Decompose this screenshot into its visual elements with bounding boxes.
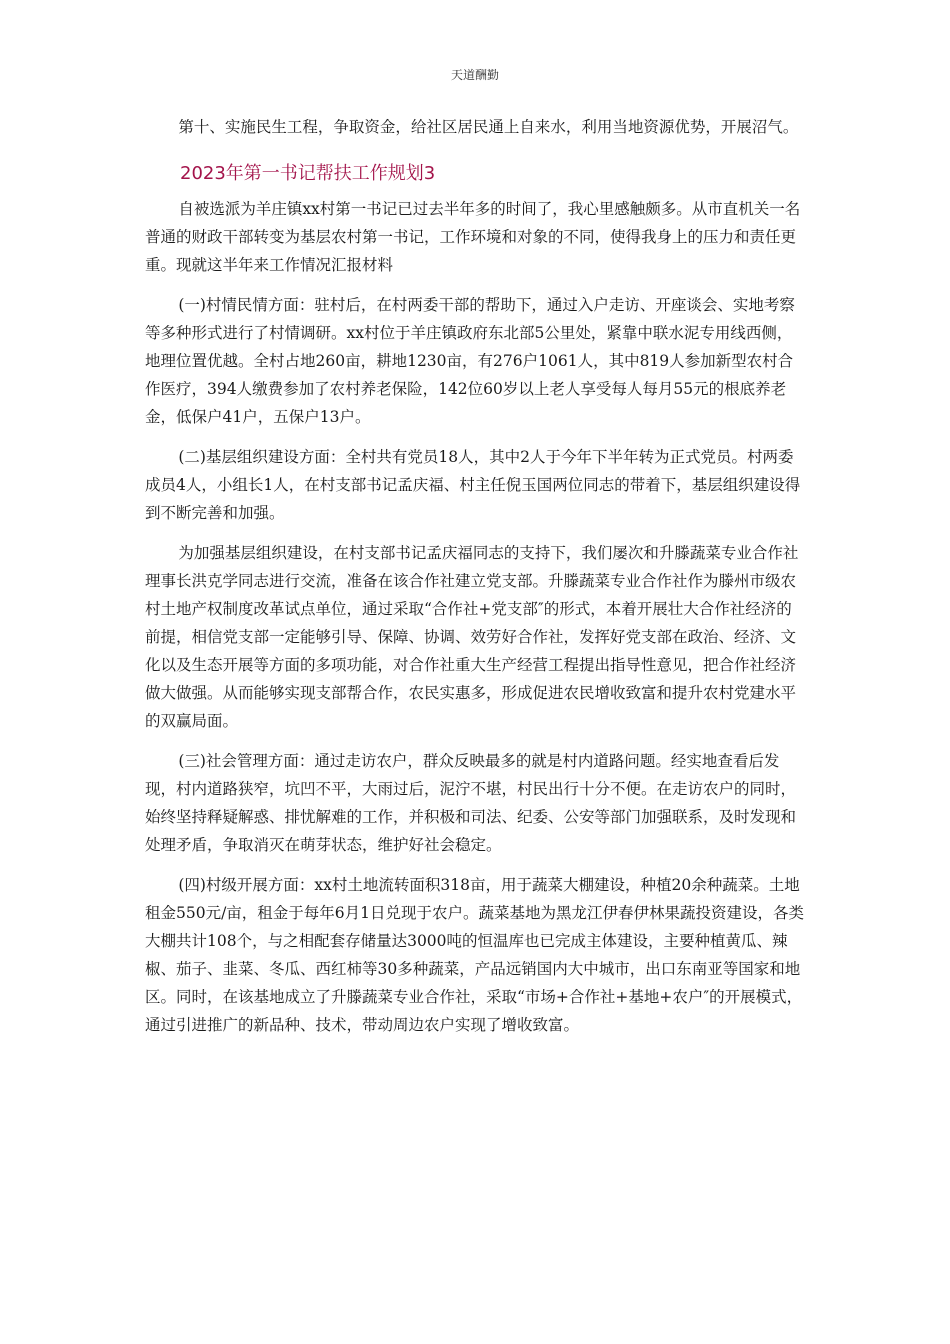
paragraph-organization: (二)基层组织建设方面：全村共有党员18人，其中2人于今年下半年转为正式党员。村两委成员4人，小组长1人，在村支部书记孟庆福、村主任倪玉国两位同志的带着下，基层组织建设得到不断完善和加强。 bbox=[145, 448, 801, 522]
document-body bbox=[145, 113, 807, 1039]
paragraph-item-ten: 第十、实施民生工程，争取资金，给社区居民通上自来水，利用当地资源优势，开展沼气。 bbox=[178, 118, 799, 136]
paragraph-intro: 自被选派为羊庄镇xx村第一书记已过去半年多的时间了，我心里感触颇多。从市直机关一名普通的财政干部转变为基层农村第一书记，工作环境和对象的不同，使得我身上的压力和责任更重。现就这半年来工作情况汇报材料 bbox=[145, 200, 801, 274]
paragraph-social-management: (三)社会管理方面：通过走访农户，群众反映最多的就是村内道路问题。经实地查看后发现，村内道路狭窄，坑凹不平，大雨过后，泥泞不堪，村民出行十分不便。在走访农户的同时，始终坚持释疑解惑、排忧解难的工作，并积极和司法、纪委、公安等部门加强联系，及时发现和处理矛盾，争取消灭在萌芽状态，维护好社会稳定。 bbox=[145, 752, 797, 854]
page-header: 天道酬勤 bbox=[450, 68, 499, 82]
paragraph-village-situation: (一)村情民情方面：驻村后，在村两委干部的帮助下，通过入户走访、开座谈会、实地考察等多种形式进行了村情调研。xx村位于羊庄镇政府东北部5公里处，紧靠中联水泥专用线西侧，地理位置优越。全村占地260亩，耕地1230亩，有276户1061人，其中819人参加新型农村合作医疗，394人缴费参加了农村养老保险，142位60岁以上老人享受每人每月55元的根底养老金，低保户41户，五保户13户。 bbox=[145, 296, 795, 426]
paragraph-village-development: (四)村级开展方面：xx村土地流转面积318亩，用于蔬菜大棚建设，种植20余种蔬菜。土地租金550元/亩，租金于每年6月1日兑现于农户。蔬菜基地为黑龙江伊春伊林果蔬投资建设，各类大棚共计108个，与之相配套存储量达3000吨的恒温库也已完成主体建设，主要种植黄瓜、辣椒、茄子、韭菜、冬瓜、西红柿等30多种蔬菜，产品远销国内大中城市，出口东南亚等国家和地区。同时，在该基地成立了升滕蔬菜专业合作社，采取“市场+合作社+基地+农户″的开展模式，通过引进推广的新品种、技术，带动周边农户实现了增收致富。 bbox=[145, 876, 805, 1034]
paragraph-party-branch: 为加强基层组织建设，在村支部书记孟庆福同志的支持下，我们屡次和升滕蔬菜专业合作社理事长洪克学同志进行交流，准备在该合作社建立党支部。升滕蔬菜专业合作社作为滕州市级农村土地产权制度改革试点单位，通过采取“合作社+党支部″的形式，本着开展壮大合作社经济的前提，相信党支部一定能够引导、保障、协调、效劳好合作社，发挥好党支部在政治、经济、文化以及生态开展等方面的多项功能，对合作社重大生产经营工程提出指导性意见，把合作社经济做大做强。从而能够实现支部帮合作，农民实惠多，形成促进农民增收致富和提升农村党建水平的双赢局面。 bbox=[145, 544, 799, 730]
section-heading: 2023年第一书记帮扶工作规划3 bbox=[180, 163, 436, 184]
